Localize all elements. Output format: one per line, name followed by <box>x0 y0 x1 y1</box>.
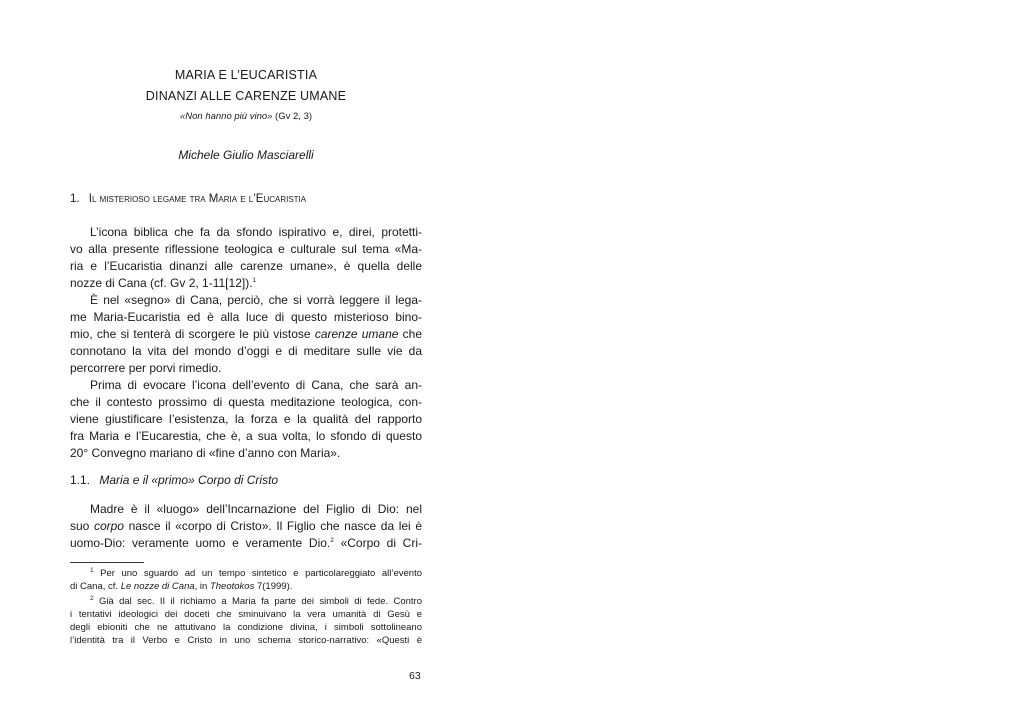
emphasis-text: Theotokos <box>209 581 255 592</box>
footnote-mark <box>70 596 94 607</box>
section-title: Maria e il «primo» Corpo di Cristo <box>99 473 279 487</box>
page-number: 63 <box>409 670 421 682</box>
footnote-ref-1: 1 <box>252 277 257 284</box>
text-segment: Già dal sec. II il richiamo a Maria fa parte dei simboli di fede. Contro <box>98 596 422 607</box>
paragraph-3 <box>70 377 422 462</box>
text-line: ria e l’Eucaristia dinanzi alle carenze umane», è quella delle <box>70 259 422 273</box>
text-line: vo alla presente riflessione teologica e culturale sul tema «Ma- <box>70 242 422 256</box>
subtitle-reference: (Gv 2, 3) <box>272 111 313 122</box>
footnote-line <box>70 595 422 608</box>
text-line <box>70 535 422 552</box>
section-number: 1.1. <box>70 473 91 487</box>
text-line: Prima di evocare l’icona dell’evento di Cana, che sarà an- <box>90 378 422 392</box>
emphasis-text: corpo <box>93 519 124 533</box>
title-line-2: DINANZI ALLE CARENZE UMANE <box>145 89 347 103</box>
text-line: me Maria-Eucaristia ed è alla luce di questo misterioso bino- <box>70 310 422 324</box>
footnote-ref-2: 2 <box>330 537 334 544</box>
text-line: fra Maria e l’Eucarestia, che è, a sua volta, lo sfondo di questo <box>70 429 422 443</box>
section-heading-1 <box>70 193 306 205</box>
section-number: 1. <box>70 193 80 205</box>
paragraph-2 <box>70 292 422 377</box>
footnote-separator <box>70 562 144 563</box>
text-segment: nasce il «corpo di Cristo». Il Figlio che nasce da lei è <box>123 519 422 533</box>
text-line: L’icona biblica che fa da sfondo ispirativo e, direi, protetti- <box>90 225 422 239</box>
text-line: 20° Convegno mariano di «fine d’anno con Maria». <box>70 446 341 460</box>
text-segment: Per uno sguardo ad un tempo sintetico e particolareggiato all’evento <box>100 568 422 579</box>
section-heading-1-1 <box>70 473 278 487</box>
footnote-line: i tentativi ideologici dei doceti che sminuivano la vera umanità di Gesù e <box>70 609 422 620</box>
text-line <box>70 275 422 292</box>
emphasis-text: carenze umane <box>314 327 399 341</box>
footnote-number: 1 <box>90 567 94 574</box>
author-name: Michele Giulio Masciarelli <box>178 148 314 162</box>
footnote-2 <box>70 595 422 647</box>
text-line: che il contesto prossimo di questa meditazione teologica, con- <box>70 395 422 409</box>
text-line: percorrere per porvi rimedio. <box>70 361 222 375</box>
title-line-1: MARIA E L’EUCARISTIA <box>174 68 318 82</box>
text-line <box>70 326 422 343</box>
footnote-line <box>70 567 422 580</box>
footnote-line <box>70 580 422 593</box>
text-segment: «Corpo di Cri- <box>333 536 422 550</box>
footnote-number: 2 <box>90 595 94 602</box>
text-line: Madre è il «luogo» dell’Incarnazione del Figlio di Dio: nel <box>90 502 422 516</box>
footnote-line: degli ebioniti che ne attutivano la condizione divina, i simboli sottolineano <box>70 622 422 633</box>
text-line: È nel «segno» di Cana, perciò, che si vorrà leggere il lega- <box>90 293 422 307</box>
text-segment: nozze di Cana (cf. Gv 2, 1-11[12]). <box>70 276 253 290</box>
footnote-line: l’identità tra il Verbo e Cristo in uno schema storico-narrativo: «Questi è <box>70 635 422 646</box>
text-line: viene giustificare l’esistenza, la forza e la qualità del rapporto <box>70 412 422 426</box>
section-title: Il misterioso legame tra Maria e l’Eucaristia <box>88 193 307 205</box>
text-segment: mio, che si tenterà di scorgere le più vistose <box>70 327 315 341</box>
document-page <box>70 0 422 724</box>
paragraph-1 <box>70 224 422 292</box>
subtitle-quote: «Non hanno più vino» <box>179 111 273 122</box>
paragraph-4 <box>70 501 422 552</box>
text-segment: uomo-Dio: veramente uomo e veramente Dio. <box>70 536 331 550</box>
text-segment: , in <box>194 581 210 592</box>
text-segment: di Cana, cf. <box>70 581 121 592</box>
subtitle <box>70 111 422 122</box>
text-segment: che <box>398 327 422 341</box>
text-line <box>70 518 422 535</box>
text-segment: 7(1999). <box>254 581 293 592</box>
emphasis-text: Le nozze di Cana <box>120 581 195 592</box>
footnote-1 <box>70 567 422 593</box>
text-line: connotano la vita del mondo d’oggi e di meditare sulle vie da <box>70 344 422 358</box>
footnote-mark <box>70 568 94 579</box>
text-segment: suo <box>70 519 94 533</box>
